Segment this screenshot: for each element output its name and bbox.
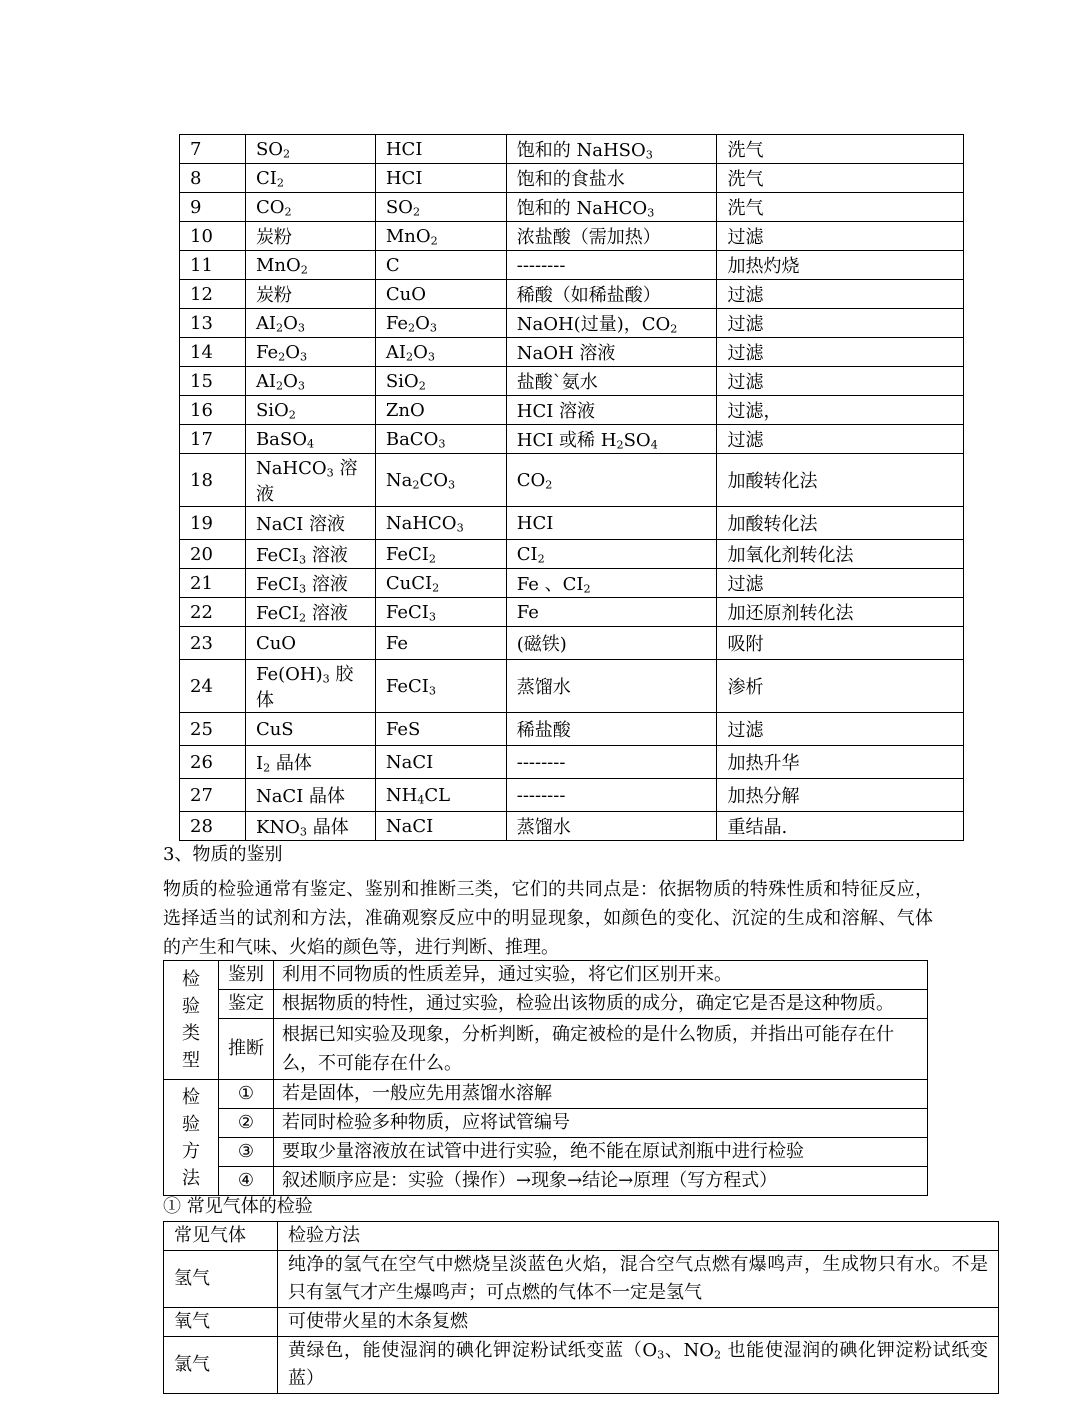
reagent: 盐酸`氨水 <box>506 367 717 396</box>
reagent: $CO_2$ <box>506 454 717 507</box>
table-row <box>180 454 964 507</box>
reagent: HCI 溶液 <box>506 396 717 425</box>
table-row <box>164 1337 999 1394</box>
target-substance: $Fe_2O_3$ <box>245 338 375 367</box>
impurity: MnO$_2$ <box>375 222 506 251</box>
type-name: 推断 <box>219 1019 274 1080</box>
method-desc: 若同时检验多种物质，应将试管编号 <box>274 1109 928 1138</box>
reagent: 蒸馏水 <box>506 812 717 841</box>
row-number: 20 <box>180 540 246 569</box>
table-row <box>180 396 964 425</box>
method-mark: ② <box>219 1109 274 1138</box>
row-number: 19 <box>180 507 246 540</box>
table-row <box>180 660 964 713</box>
method: 重结晶. <box>717 812 964 841</box>
row-number: 14 <box>180 338 246 367</box>
row-number: 12 <box>180 280 246 309</box>
table-row <box>164 1308 999 1337</box>
row-number: 21 <box>180 569 246 598</box>
reagent: -------- <box>506 779 717 812</box>
group-label-methods: 检验方法 <box>164 1080 219 1196</box>
table-row <box>180 569 964 598</box>
method-mark: ④ <box>219 1167 274 1196</box>
group-label-types: 检验类型 <box>164 961 219 1080</box>
row-number: 15 <box>180 367 246 396</box>
target-substance: CuS <box>245 713 375 746</box>
method: 过滤 <box>717 367 964 396</box>
impurity: $AI_2O_3$ <box>375 338 506 367</box>
row-number: 26 <box>180 746 246 779</box>
target-substance: $AI_2O_3$ <box>245 367 375 396</box>
method-mark: ③ <box>219 1138 274 1167</box>
reagent: Fe 、$CI_2$ <box>506 569 717 598</box>
table-row <box>180 367 964 396</box>
method: 过滤 <box>717 338 964 367</box>
method: 加还原剂转化法 <box>717 598 964 627</box>
target-substance: $I_2$ 晶体 <box>245 746 375 779</box>
impurity: FeCI$_3$ <box>375 660 506 713</box>
table-row <box>180 598 964 627</box>
method-desc: 叙述顺序应是：实验（操作）→现象→结论→原理（写方程式） <box>274 1167 928 1196</box>
method-desc: 要取少量溶液放在试管中进行实验，绝不能在原试剂瓶中进行检验 <box>274 1138 928 1167</box>
table-row <box>164 1167 928 1196</box>
method: 洗气 <box>717 135 964 164</box>
row-number: 28 <box>180 812 246 841</box>
gas-name: 氯气 <box>164 1337 278 1394</box>
impurity: $NH_4CL$ <box>375 779 506 812</box>
table-row <box>180 309 964 338</box>
gas-method: 黄绿色，能使湿润的碘化钾淀粉试纸变蓝（$O_3$、$NO_2$ 也能使湿润的碘化钾淀粉试纸变蓝） <box>278 1337 999 1394</box>
table-header-row <box>164 1222 999 1251</box>
target-substance: 炭粉 <box>245 280 375 309</box>
method: 过滤 <box>717 309 964 338</box>
method: 过滤 <box>717 713 964 746</box>
method: 吸附 <box>717 627 964 660</box>
method: 加酸转化法 <box>717 454 964 507</box>
target-substance: SiO$_2$ <box>245 396 375 425</box>
method: 加热分解 <box>717 779 964 812</box>
table-row <box>180 338 964 367</box>
reagent: -------- <box>506 746 717 779</box>
row-number: 8 <box>180 164 246 193</box>
impurity: $Na_2CO_3$ <box>375 454 506 507</box>
impurity: NaHCO$_3$ <box>375 507 506 540</box>
separation-table-body <box>180 135 964 841</box>
method-desc: 若是固体，一般应先用蒸馏水溶解 <box>274 1080 928 1109</box>
type-desc: 利用不同物质的性质差异，通过实验，将它们区别开来。 <box>274 961 928 990</box>
method-mark: ① <box>219 1080 274 1109</box>
impurity: HCI <box>375 135 506 164</box>
impurity: FeCI$_2$ <box>375 540 506 569</box>
row-number: 11 <box>180 251 246 280</box>
impurity: CuO <box>375 280 506 309</box>
reagent: NaOH 溶液 <box>506 338 717 367</box>
impurity: SiO$_2$ <box>375 367 506 396</box>
impurity: ZnO <box>375 396 506 425</box>
method: 渗析 <box>717 660 964 713</box>
table-row <box>180 135 964 164</box>
table-row <box>180 425 964 454</box>
target-substance: NaCI 晶体 <box>245 779 375 812</box>
target-substance: $KNO_3$ 晶体 <box>245 812 375 841</box>
method: 加热升华 <box>717 746 964 779</box>
table-row <box>180 280 964 309</box>
reagent: HCI 或稀 $H_2SO_4$ <box>506 425 717 454</box>
reagent: 稀盐酸 <box>506 713 717 746</box>
target-substance: FeCI$_2$ 溶液 <box>245 598 375 627</box>
impurity: FeCI$_3$ <box>375 598 506 627</box>
row-number: 16 <box>180 396 246 425</box>
reagent: 饱和的 NaHCO$_3$ <box>506 193 717 222</box>
row-number: 18 <box>180 454 246 507</box>
table-row <box>180 540 964 569</box>
table-row <box>164 1019 928 1080</box>
method: 加氧化剂转化法 <box>717 540 964 569</box>
reagent: 浓盐酸（需加热） <box>506 222 717 251</box>
method: 洗气 <box>717 193 964 222</box>
method: 加热灼烧 <box>717 251 964 280</box>
target-substance: $AI_2O_3$ <box>245 309 375 338</box>
method: 过滤 <box>717 280 964 309</box>
target-substance: MnO$_2$ <box>245 251 375 280</box>
impurity: C <box>375 251 506 280</box>
table-row <box>164 1080 928 1109</box>
method: 过滤 <box>717 569 964 598</box>
reagent: 蒸馏水 <box>506 660 717 713</box>
row-number: 13 <box>180 309 246 338</box>
method: 洗气 <box>717 164 964 193</box>
method: 过滤 <box>717 425 964 454</box>
gas-method: 可使带火星的木条复燃 <box>278 1308 999 1337</box>
impurity: $Fe_2O_3$ <box>375 309 506 338</box>
table-row <box>180 164 964 193</box>
intro-paragraph: 物质的检验通常有鉴定、鉴别和推断三类，它们的共同点是：依据物质的特殊性质和特征反应，选择适当的试剂和方法，准确观察反应中的明显现象，如颜色的变化、沉淀的生成和溶解、气体的产生和气味、火焰的颜色等，进行判断、推理。 <box>163 879 933 958</box>
row-number: 10 <box>180 222 246 251</box>
column-header: 检验方法 <box>278 1222 999 1251</box>
target-substance: FeCI$_3$ 溶液 <box>245 569 375 598</box>
table-row <box>164 990 928 1019</box>
reagent: 饱和的食盐水 <box>506 164 717 193</box>
separation-table <box>179 134 964 841</box>
gas-heading: ① 常见气体的检验 <box>163 1196 313 1217</box>
target-substance: $CI_2$ <box>245 164 375 193</box>
table-row <box>180 627 964 660</box>
reagent: 饱和的 NaHSO$_3$ <box>506 135 717 164</box>
table-row <box>164 1138 928 1167</box>
row-number: 27 <box>180 779 246 812</box>
target-substance: BaSO$_4$ <box>245 425 375 454</box>
type-desc: 根据已知实验及现象，分析判断，确定被检的是什么物质，并指出可能存在什么，不可能存在什么。 <box>274 1019 928 1080</box>
reagent: 稀酸（如稀盐酸） <box>506 280 717 309</box>
gas-method: 纯净的氢气在空气中燃烧呈淡蓝色火焰，混合空气点燃有爆鸣声，生成物只有水。不是只有氢气才产生爆鸣声；可点燃的气体不一定是氢气 <box>278 1251 999 1308</box>
table-row <box>180 779 964 812</box>
row-number: 23 <box>180 627 246 660</box>
impurity: BaCO$_3$ <box>375 425 506 454</box>
table-row <box>180 222 964 251</box>
impurity: NaCI <box>375 812 506 841</box>
target-substance: $CO_2$ <box>245 193 375 222</box>
table-row <box>180 251 964 280</box>
table-row <box>180 193 964 222</box>
impurity: Fe <box>375 627 506 660</box>
method: 过滤， <box>717 396 964 425</box>
gas-name: 氢气 <box>164 1251 278 1308</box>
impurity: $SO_2$ <box>375 193 506 222</box>
table-row <box>180 713 964 746</box>
row-number: 9 <box>180 193 246 222</box>
target-substance: $Fe(OH)_3$ 胶体 <box>245 660 375 713</box>
row-number: 7 <box>180 135 246 164</box>
section-title: 3、物质的鉴别 <box>163 844 283 865</box>
table-row <box>164 961 928 990</box>
column-header: 常见气体 <box>164 1222 278 1251</box>
row-number: 17 <box>180 425 246 454</box>
row-number: 25 <box>180 713 246 746</box>
target-substance: FeCI$_3$ 溶液 <box>245 540 375 569</box>
table-row <box>180 507 964 540</box>
table-row <box>180 746 964 779</box>
target-substance: NaCI 溶液 <box>245 507 375 540</box>
method: 加酸转化法 <box>717 507 964 540</box>
reagent: NaOH(过量)，$CO_2$ <box>506 309 717 338</box>
impurity: HCI <box>375 164 506 193</box>
reagent: (磁铁) <box>506 627 717 660</box>
reagent: Fe <box>506 598 717 627</box>
gas-test-table <box>163 1221 999 1394</box>
table-row <box>164 1251 999 1308</box>
row-number: 22 <box>180 598 246 627</box>
type-desc: 根据物质的特性，通过实验，检验出该物质的成分，确定它是否是这种物质。 <box>274 990 928 1019</box>
reagent: -------- <box>506 251 717 280</box>
row-number: 24 <box>180 660 246 713</box>
target-substance: NaHCO$_3$ 溶液 <box>245 454 375 507</box>
method: 过滤 <box>717 222 964 251</box>
target-substance: 炭粉 <box>245 222 375 251</box>
impurity: CuCI$_2$ <box>375 569 506 598</box>
gas-name: 氧气 <box>164 1308 278 1337</box>
table-row <box>164 1109 928 1138</box>
target-substance: CuO <box>245 627 375 660</box>
target-substance: $SO_2$ <box>245 135 375 164</box>
reagent: $CI_2$ <box>506 540 717 569</box>
type-name: 鉴定 <box>219 990 274 1019</box>
table-row <box>180 812 964 841</box>
reagent: HCI <box>506 507 717 540</box>
type-name: 鉴别 <box>219 961 274 990</box>
inspection-types-table <box>163 960 928 1196</box>
impurity: FeS <box>375 713 506 746</box>
impurity: NaCI <box>375 746 506 779</box>
